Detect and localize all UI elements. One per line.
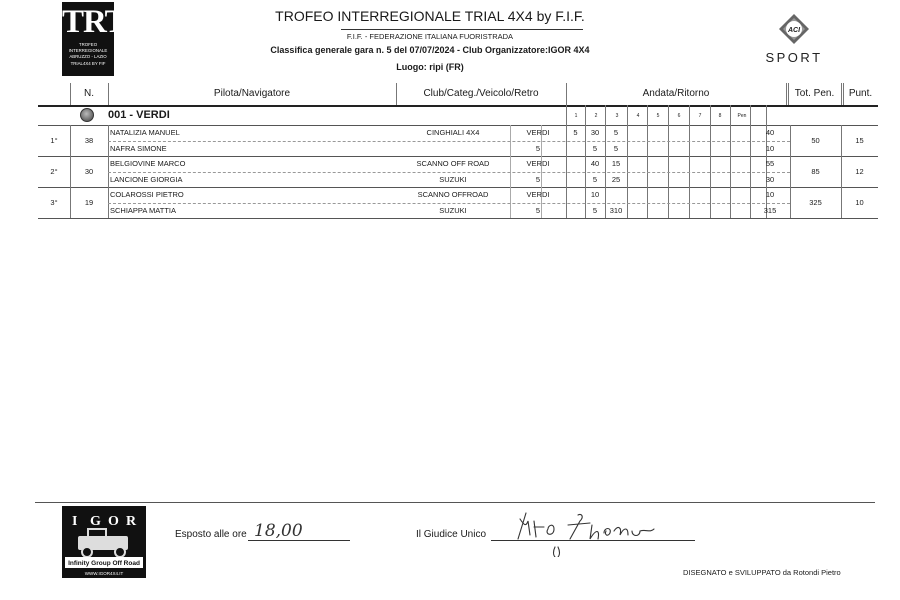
col-header-laps: Andata/Ritorno	[642, 88, 710, 99]
penalty-return: 315	[763, 206, 777, 215]
lap-header-pen: Pen	[737, 113, 747, 119]
retro: 5	[535, 144, 541, 153]
navigator-name: NAFRA SIMONE	[110, 144, 167, 153]
car-number: 30	[84, 167, 94, 176]
federation-name: F.I.F. - FEDERAZIONE ITALIANA FUORISTRADA	[346, 32, 514, 41]
lap-header-6: 6	[677, 113, 681, 119]
category: VERDI	[526, 190, 550, 199]
page-title: TROFEO INTERREGIONALE TRIAL 4X4 by F.I.F.	[275, 8, 585, 24]
igor-club-logo	[62, 506, 146, 578]
row-rule-2	[38, 187, 878, 188]
lap-header-3: 3	[615, 113, 619, 119]
lap-header-2: 2	[594, 113, 598, 119]
lap-3-out: 5	[613, 128, 619, 137]
total-penalty: 50	[811, 136, 820, 145]
trt-logo-sub-3: TRIAL4X4 BY FIF	[70, 60, 106, 66]
penalty-return: 10	[765, 144, 775, 153]
points: 10	[855, 198, 864, 207]
position: 1°	[50, 136, 58, 145]
lap-header-8: 8	[718, 113, 722, 119]
lap-3-return: 310	[609, 206, 623, 215]
category: VERDI	[526, 159, 550, 168]
club-name: SCANNO OFFROAD	[417, 190, 489, 199]
position: 3°	[50, 198, 58, 207]
lap-2-out: 30	[590, 128, 600, 137]
col-header-total-penalty: Tot. Pen.	[794, 88, 835, 99]
penalty-out: 40	[765, 128, 775, 137]
total-penalty: 325	[809, 198, 822, 207]
retro: 5	[535, 175, 541, 184]
aci-text: ACI	[787, 27, 801, 34]
vehicle: SUZUKI	[439, 206, 467, 215]
col-header-driver: Pilota/Navigatore	[213, 88, 291, 99]
row-rule-3	[38, 218, 878, 219]
lap-1-out: 5	[573, 128, 578, 137]
group-name: 001 - VERDI	[108, 109, 170, 121]
navigator-name: LANCIONE GIORGIA	[110, 175, 183, 184]
judge-signature	[500, 505, 680, 557]
penalty-out: 55	[765, 159, 775, 168]
total-penalty: 85	[811, 167, 820, 176]
igor-letter-g: G	[90, 514, 101, 529]
igor-club-name: Infinity Group Off Road	[68, 560, 140, 567]
lap-2-out: 40	[590, 159, 600, 168]
race-location: Luogo: ripi (FR)	[396, 62, 464, 72]
driver-name: BELGIOVINE MARCO	[110, 159, 186, 168]
retro: 5	[535, 206, 541, 215]
col-header-points: Punt.	[848, 88, 873, 99]
points: 15	[855, 136, 864, 145]
group-bullet-icon	[80, 108, 94, 122]
race-subtitle: Classifica generale gara n. 5 del 07/07/2024 - Club Organizzatore:IGOR 4X4	[270, 45, 590, 55]
lap-3-return: 5	[613, 144, 619, 153]
lap-3-out: 15	[611, 159, 621, 168]
posted-time-handwritten	[250, 514, 310, 542]
trt-logo-text: TRT	[62, 4, 126, 40]
col-header-club: Club/Categ./Veicolo/Retro	[423, 88, 539, 99]
row-rule-1	[38, 156, 878, 157]
sport-text: SPORT	[765, 50, 823, 65]
car-number: 19	[84, 198, 94, 207]
club-name: SCANNO OFF ROAD	[416, 159, 490, 168]
lap-2-return: 5	[592, 175, 598, 184]
navigator-name: SCHIAPPA MATTIA	[110, 206, 176, 215]
igor-letter-i: I	[72, 514, 78, 529]
lap-2-out: 10	[590, 190, 600, 199]
lap-header-5: 5	[656, 113, 660, 119]
header-rule	[38, 105, 878, 107]
driver-name: NATALIZIA MANUEL	[110, 128, 180, 137]
igor-website: WWW.IGOR4X4.IT	[84, 571, 124, 576]
posted-time-label: Esposto alle ore	[175, 529, 247, 540]
club-name: CINGHIALI 4X4	[426, 128, 480, 137]
driver-name: COLAROSSI PIETRO	[110, 190, 184, 199]
trt-logo-sub-2: ABRUZZO - LAZIO	[69, 54, 107, 60]
aci-sport-logo	[755, 12, 833, 68]
group-rule	[38, 125, 878, 126]
lap-header-7: 7	[698, 113, 702, 119]
col-header-number: N.	[84, 88, 94, 99]
lap-2-return: 5	[592, 206, 598, 215]
trt-logo-sub-1: TROFEO INTERREGIONALE	[68, 42, 108, 54]
penalty-out: 10	[765, 190, 775, 199]
results-table	[38, 83, 878, 221]
lap-3-return: 25	[611, 175, 621, 184]
footer-divider	[35, 502, 875, 503]
position: 2°	[50, 167, 58, 176]
vehicle: SUZUKI	[439, 175, 467, 184]
lap-header-4: 4	[636, 113, 640, 119]
points: 12	[855, 167, 864, 176]
trt-logo	[62, 2, 126, 76]
title-divider	[341, 29, 583, 30]
judge-label: Il Giudice Unico	[416, 529, 487, 540]
penalty-return: 30	[765, 175, 775, 184]
car-number: 38	[84, 136, 94, 145]
category: VERDI	[526, 128, 550, 137]
igor-letter-o: O	[108, 514, 119, 529]
posted-time-value: 18,00	[254, 521, 303, 541]
credits-text: DISEGNATO e SVILUPPATO da Rotondi Pietro	[683, 568, 841, 577]
lap-header-1: 1	[574, 113, 578, 119]
lap-2-return: 5	[592, 144, 598, 153]
igor-letter-r: R	[126, 514, 137, 529]
